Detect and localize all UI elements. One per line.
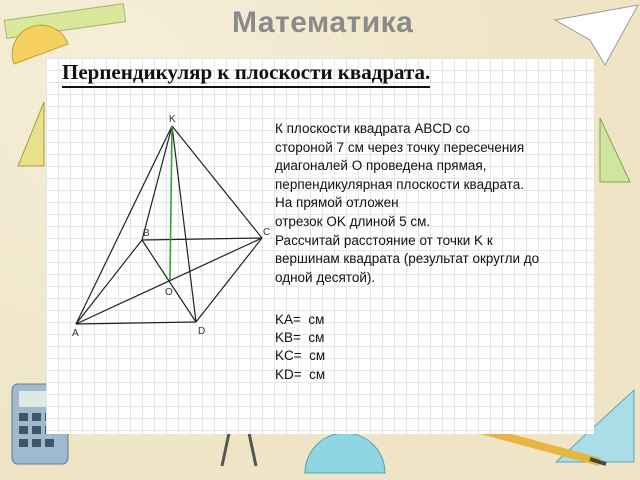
- side-cd: [196, 238, 262, 322]
- edge-kb: [142, 126, 172, 240]
- app-title: Математика: [232, 6, 414, 39]
- answer-unit: см: [309, 366, 326, 382]
- pyramid-figure: [60, 112, 280, 342]
- point-b-label: B: [143, 228, 150, 239]
- edge-kc: [172, 126, 262, 238]
- problem-line: одной десятой).: [275, 269, 376, 285]
- point-c-label: C: [263, 227, 271, 238]
- answer-label: KC=: [275, 348, 302, 364]
- problem-line: К плоскости квадрата ABCD со: [275, 121, 470, 136]
- problem-line: диагоналей O проведена прямая,: [275, 158, 487, 174]
- answer-ka[interactable]: [275, 311, 325, 329]
- edge-ka: [76, 126, 172, 324]
- problem-line: Рассчитай расстояние от точки K к: [275, 232, 493, 248]
- slide-title: Перпендикуляр к плоскости квадрата.: [62, 60, 430, 88]
- answer-list: [275, 311, 325, 384]
- point-o-label: O: [165, 287, 173, 298]
- answer-label: KA=: [275, 312, 301, 327]
- protractor-icon: [300, 428, 390, 478]
- side-bc: [142, 238, 262, 240]
- answer-unit: см: [308, 330, 325, 346]
- answer-label: KD=: [275, 366, 302, 382]
- problem-line: На прямой отложен: [275, 195, 399, 211]
- answer-label: KB=: [275, 330, 301, 346]
- answer-kd[interactable]: [275, 366, 325, 384]
- problem-line: отрезок OK длиной 5 см.: [275, 213, 431, 229]
- answer-kb[interactable]: [275, 329, 325, 347]
- point-a-label: A: [72, 328, 79, 339]
- side-da: [76, 322, 196, 324]
- triangle-ruler-icon: [596, 116, 636, 186]
- problem-line: перпендикулярная плоскости квадрата.: [275, 176, 524, 192]
- point-d-label: D: [198, 326, 206, 337]
- height-ko: [170, 126, 172, 280]
- problem-line: стороной 7 см через точку пересечения: [275, 139, 525, 155]
- problem-text: [275, 120, 595, 287]
- point-k-label: K: [169, 114, 176, 125]
- answer-unit: см: [309, 348, 326, 364]
- answer-kc[interactable]: [275, 347, 325, 365]
- answer-unit: см: [308, 312, 325, 327]
- edge-kd: [172, 126, 196, 322]
- problem-line: вершинам квадрата (результат округли до: [275, 251, 540, 267]
- side-ab: [76, 240, 142, 324]
